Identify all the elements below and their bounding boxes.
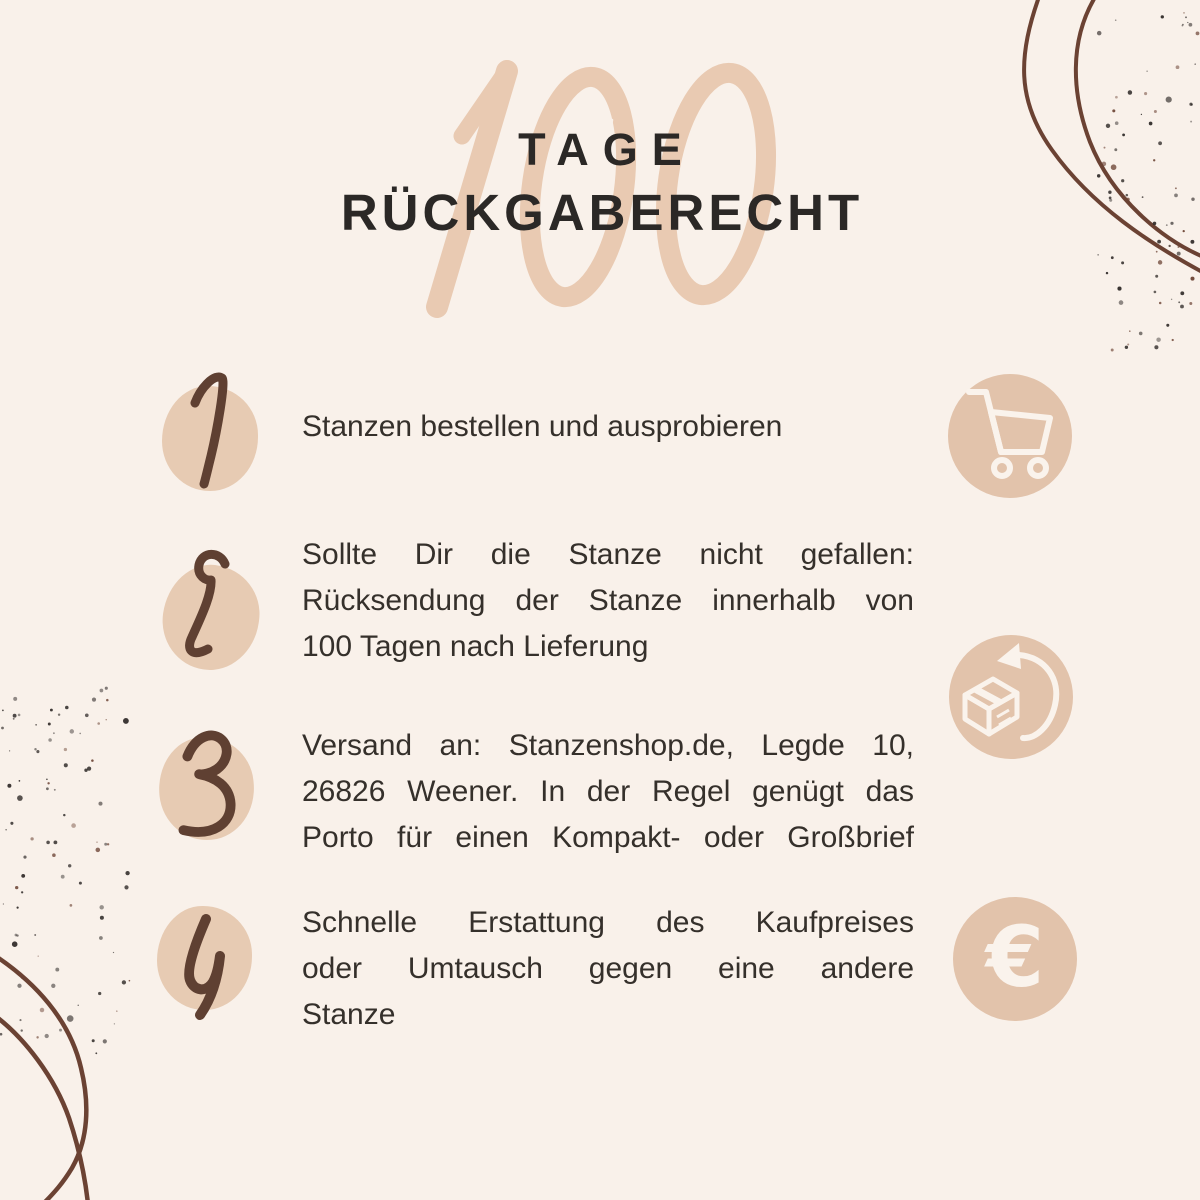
- shopping-cart-icon: [948, 374, 1072, 498]
- euro-sign: €: [985, 908, 1045, 1006]
- step-text-line: 26826 Weener. In der Regel genügt das: [302, 775, 914, 808]
- step-3-numeral: [172, 729, 244, 837]
- step-1-text: [302, 404, 914, 450]
- step-text-line: oder Umtausch gegen eine andere: [302, 952, 914, 985]
- step-4-numeral: [176, 914, 234, 1018]
- step-text-line: Stanzen bestellen und ausprobieren: [302, 410, 783, 443]
- step-1-numeral: [183, 370, 243, 492]
- headline-line-tage: TAGE: [518, 124, 696, 175]
- return-glyph: [951, 637, 1071, 757]
- corner-swoosh-bottom-left: [0, 955, 88, 1200]
- step-2-numeral: [178, 549, 240, 661]
- step-text-line: Versand an: Stanzenshop.de, Legde 10,: [302, 729, 914, 762]
- step-text-line: Rücksendung der Stanze innerhalb von: [302, 584, 914, 617]
- step-text-line: Schnelle Erstattung des Kaufpreises: [302, 906, 914, 939]
- step-4-text: [302, 900, 914, 1038]
- step-text-line: Porto für einen Kompakt- oder Großbrief: [302, 821, 914, 854]
- step-3-text: [302, 723, 914, 861]
- step-text-line: Stanze: [302, 998, 396, 1031]
- euro-icon: [953, 897, 1077, 1021]
- return-package-icon: [949, 635, 1073, 759]
- headline-line-rueckgaberecht: RÜCKGABERECHT: [340, 184, 864, 241]
- step-2-text: [302, 532, 914, 670]
- step-text-line: Sollte Dir die Stanze nicht gefallen:: [302, 538, 914, 571]
- speckles-bottom-left: [0, 687, 130, 1060]
- cart-glyph: [950, 376, 1070, 496]
- step-text-line: 100 Tagen nach Lieferung: [302, 630, 649, 663]
